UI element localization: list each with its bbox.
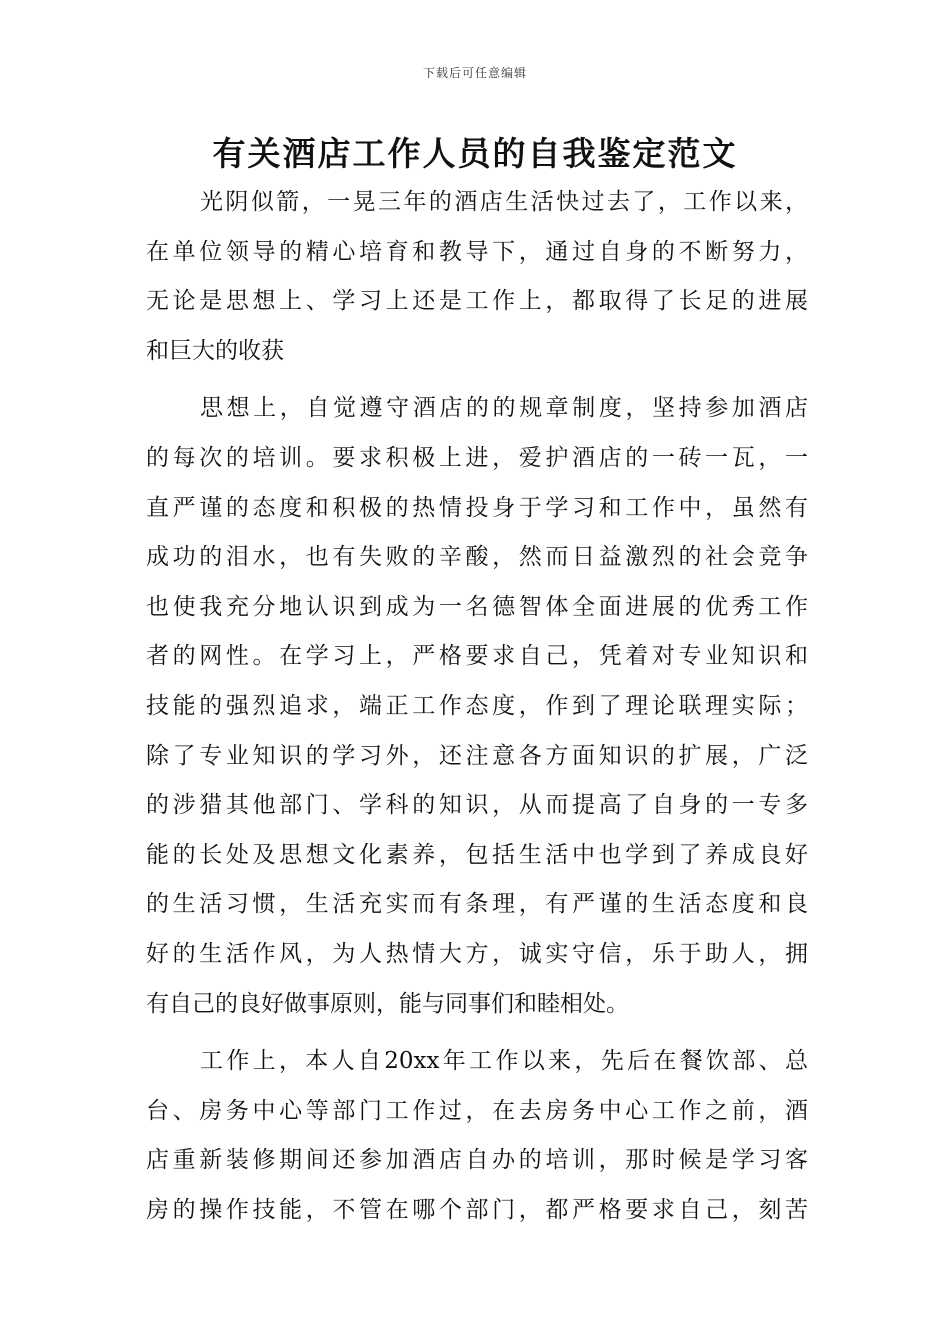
text-line: 的涉猎其他部门、学科的知识，从而提高了自身的一专多 [146,792,808,819]
text-line: 除了专业知识的学习外，还注意各方面知识的扩展，广泛 [146,742,808,769]
text-line: 直严谨的态度和积极的热情投身于学习和工作中，虽然有 [146,494,808,521]
text-line: 好的生活作风，为人热情大方，诚实守信，乐于助人，拥 [146,940,808,967]
paragraph-3 [146,1037,808,1235]
text-line: 思想上，自觉遵守酒店的的规章制度，坚持参加酒店 [200,395,808,422]
text-line: 房的操作技能，不管在哪个部门，都严格要求自己，刻苦 [146,1196,808,1223]
text-line: 技能的强烈追求，端正工作态度，作到了理论联理实际； [146,692,808,719]
text-line: 光阴似箭，一晃三年的酒店生活快过去了，工作以来， [200,189,808,215]
paragraph-2 [146,384,808,1029]
document-title: 有关酒店工作人员的自我鉴定范文 [212,134,738,173]
text-line: 店重新装修期间还参加酒店自办的培训，那时候是学习客 [146,1147,808,1174]
text-line: 能的长处及思想文化素养，包括生活中也学到了养成良好 [146,841,808,868]
text-line: 者的网性。在学习上，严格要求自己，凭着对专业知识和 [146,643,808,670]
text-line: 无论是思想上、学习上还是工作上，都取得了长足的进展 [146,288,808,315]
text-line: 工作上，本人自20xx年工作以来，先后在餐饮部、总 [200,1048,808,1075]
text-line: 台、房务中心等部门工作过，在去房务中心工作之前，酒 [146,1097,808,1124]
header-note: 下载后可任意编辑 [422,66,527,80]
text-line: 在单位领导的精心培育和教导下，通过自身的不断努力， [146,238,808,265]
text-line: 也使我充分地认识到成为一名德智体全面进展的优秀工作 [146,593,808,620]
text-line: 和巨大的收获 [146,337,284,364]
text-line: 有自己的良好做事原则，能与同事们和睦相处。 [146,990,629,1017]
text-line: 的生活习惯，生活充实而有条理，有严谨的生活态度和良 [146,891,808,918]
paragraph-1 [146,178,808,376]
text-line: 成功的泪水，也有失败的辛酸，然而日益激烈的社会竞争 [146,544,808,571]
document-body [146,178,808,1235]
text-line: 的每次的培训。要求积极上进，爱护酒店的一砖一瓦，一 [146,444,808,471]
